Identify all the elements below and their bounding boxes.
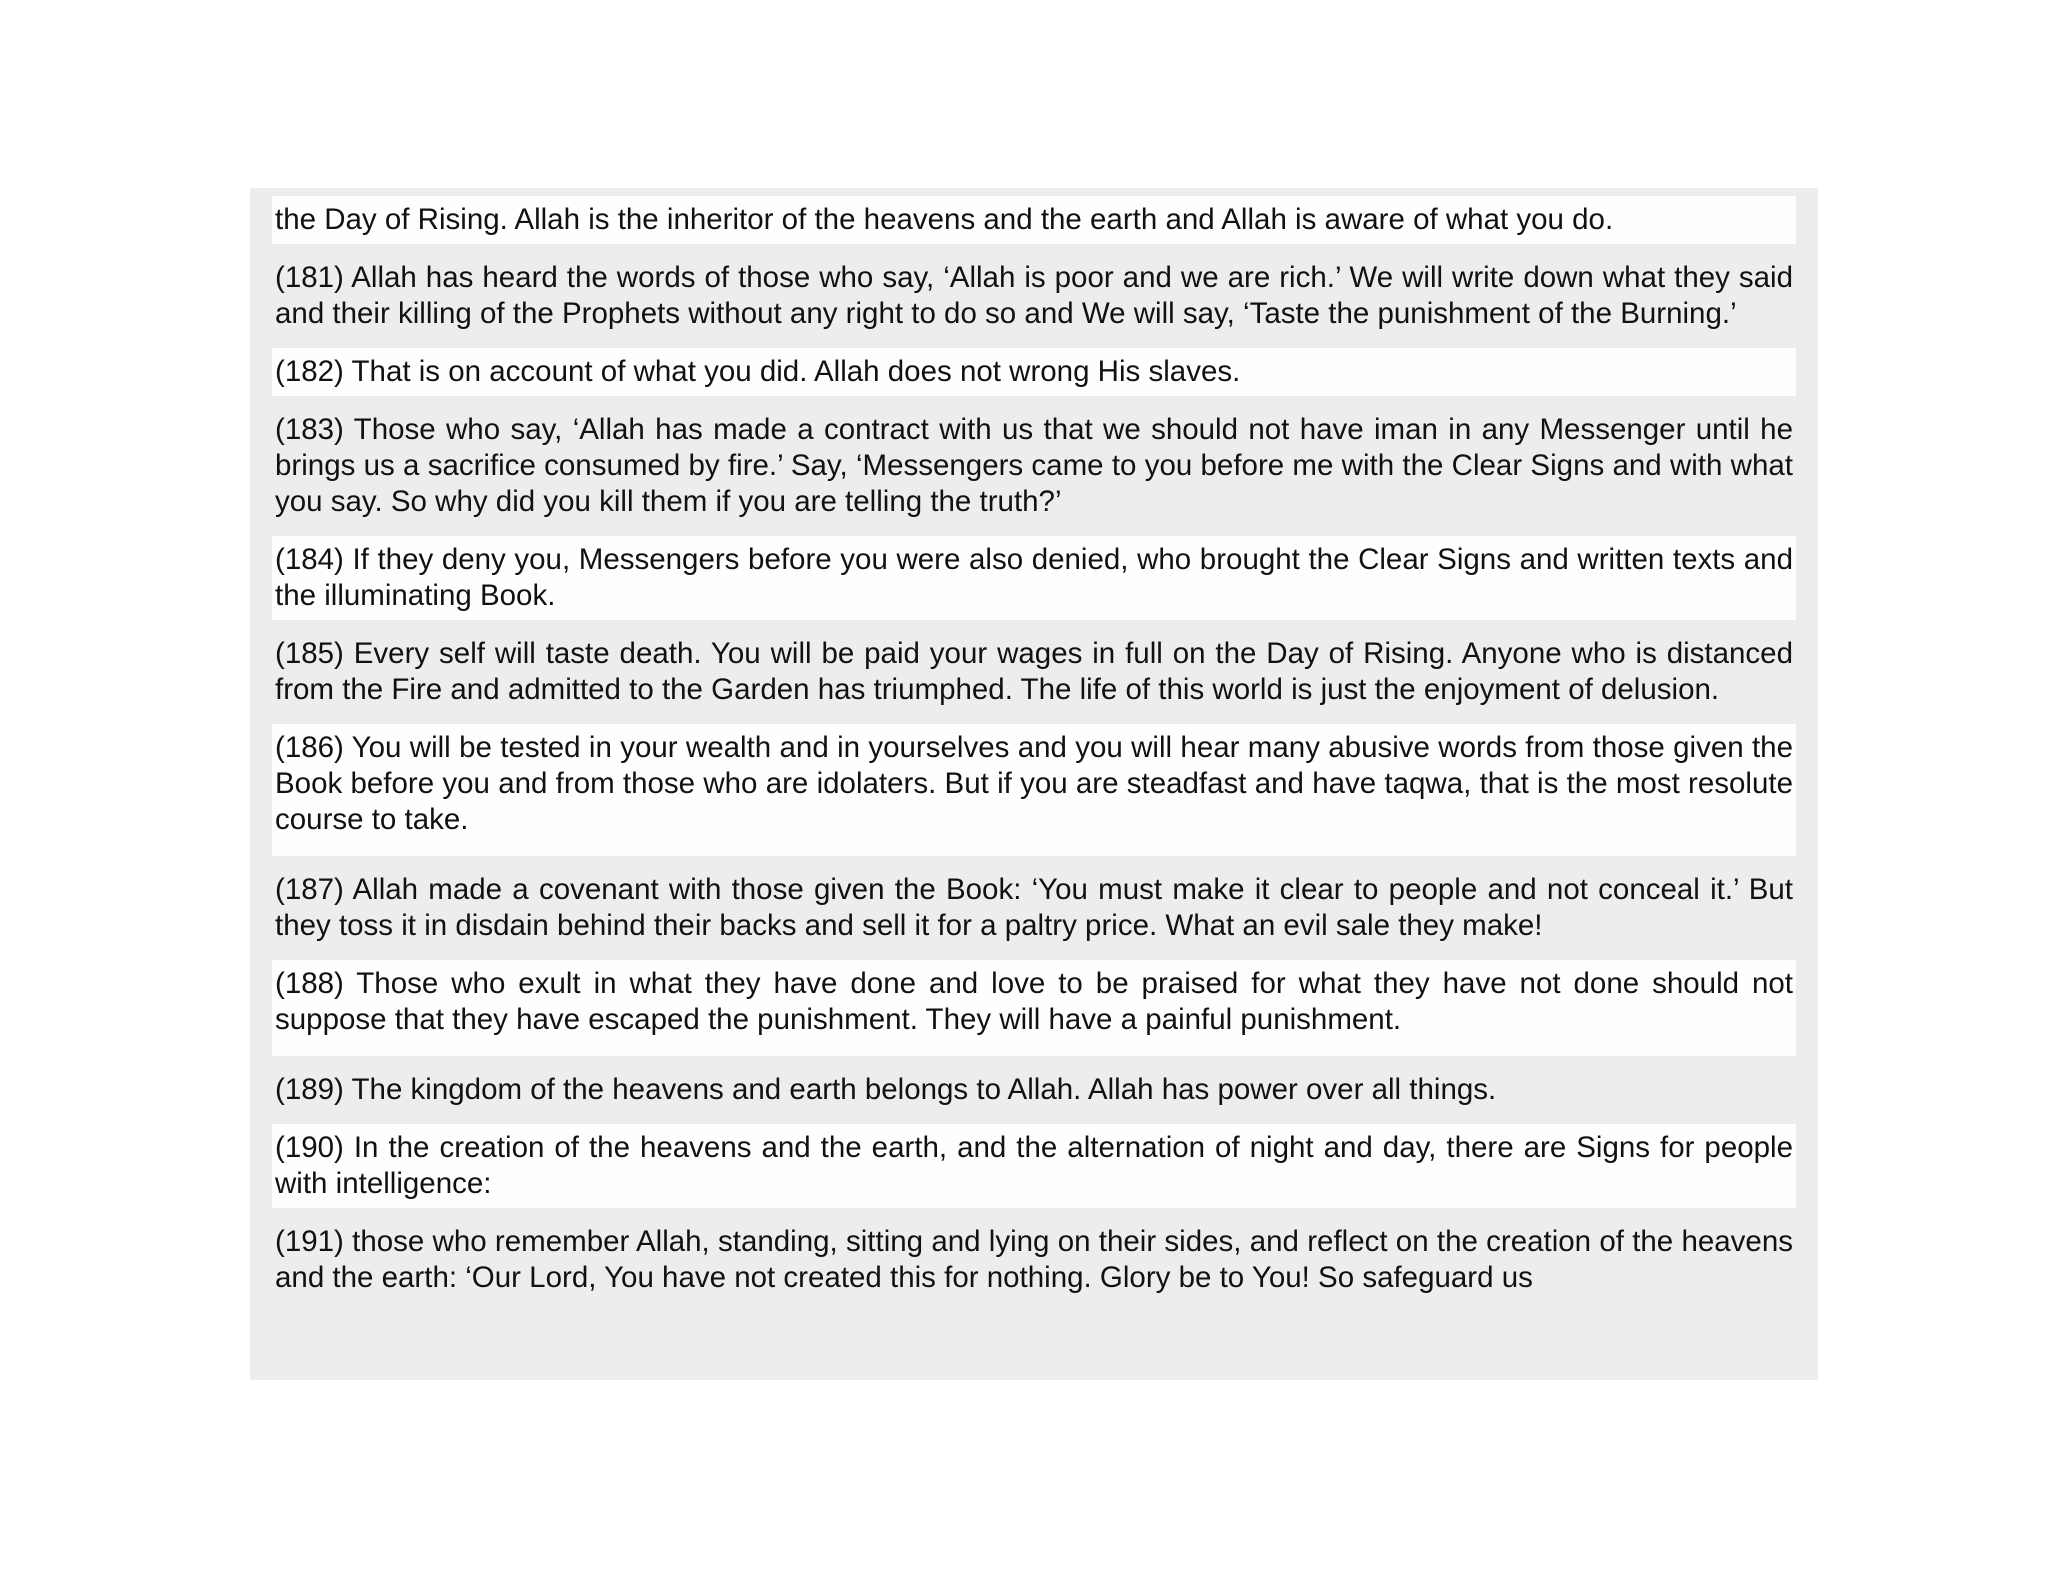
verse-186: (186) You will be tested in your wealth and in yourselves and you will hear many abusive words from those given the Book before you and from those who are idolaters. But if you are steadfast and have taqwa, that is the most resolute course to take.: [272, 724, 1796, 856]
verse-182: (182) That is on account of what you did. Allah does not wrong His slaves.: [272, 348, 1796, 396]
verse-187: (187) Allah made a covenant with those given the Book: ‘You must make it clear to people and not conceal it.’ But they toss it in disdain behind their backs and sell it for a paltry price. What an evil sale they make!: [272, 866, 1796, 950]
verse-188: (188) Those who exult in what they have done and love to be praised for what they have not done should not suppose that they have escaped the punishment. They will have a painful punishment.: [272, 960, 1796, 1056]
verse-183: (183) Those who say, ‘Allah has made a contract with us that we should not have iman in any Messenger until he brings us a sacrifice consumed by fire.’ Say, ‘Messengers came to you before me with the Clear Signs and with what you say. So why did you kill them if you are telling the truth?’: [272, 406, 1796, 526]
verse-continuation: the Day of Rising. Allah is the inheritor of the heavens and the earth and Allah is aware of what you do.: [272, 196, 1796, 244]
verse-184: (184) If they deny you, Messengers before you were also denied, who brought the Clear Signs and written texts and the illuminating Book.: [272, 536, 1796, 620]
verse-191: (191) those who remember Allah, standing, sitting and lying on their sides, and reflect on the creation of the heavens and the earth: ‘Our Lord, You have not created this for nothing. Glory be to You! So safeguard us: [272, 1218, 1796, 1302]
verse-181: (181) Allah has heard the words of those who say, ‘Allah is poor and we are rich.’ We will write down what they said and their killing of the Prophets without any right to do so and We will say, ‘Taste the punishment of the Burning.’: [272, 254, 1796, 338]
verse-185: (185) Every self will taste death. You will be paid your wages in full on the Day of Rising. Anyone who is distanced from the Fire and admitted to the Garden has triumphed. The life of this world is just the enjoyment of delusion.: [272, 630, 1796, 714]
document-page: [250, 188, 1818, 1380]
verse-190: (190) In the creation of the heavens and the earth, and the alternation of night and day, there are Signs for people with intelligence:: [272, 1124, 1796, 1208]
verse-189: (189) The kingdom of the heavens and earth belongs to Allah. Allah has power over all things.: [272, 1066, 1796, 1114]
